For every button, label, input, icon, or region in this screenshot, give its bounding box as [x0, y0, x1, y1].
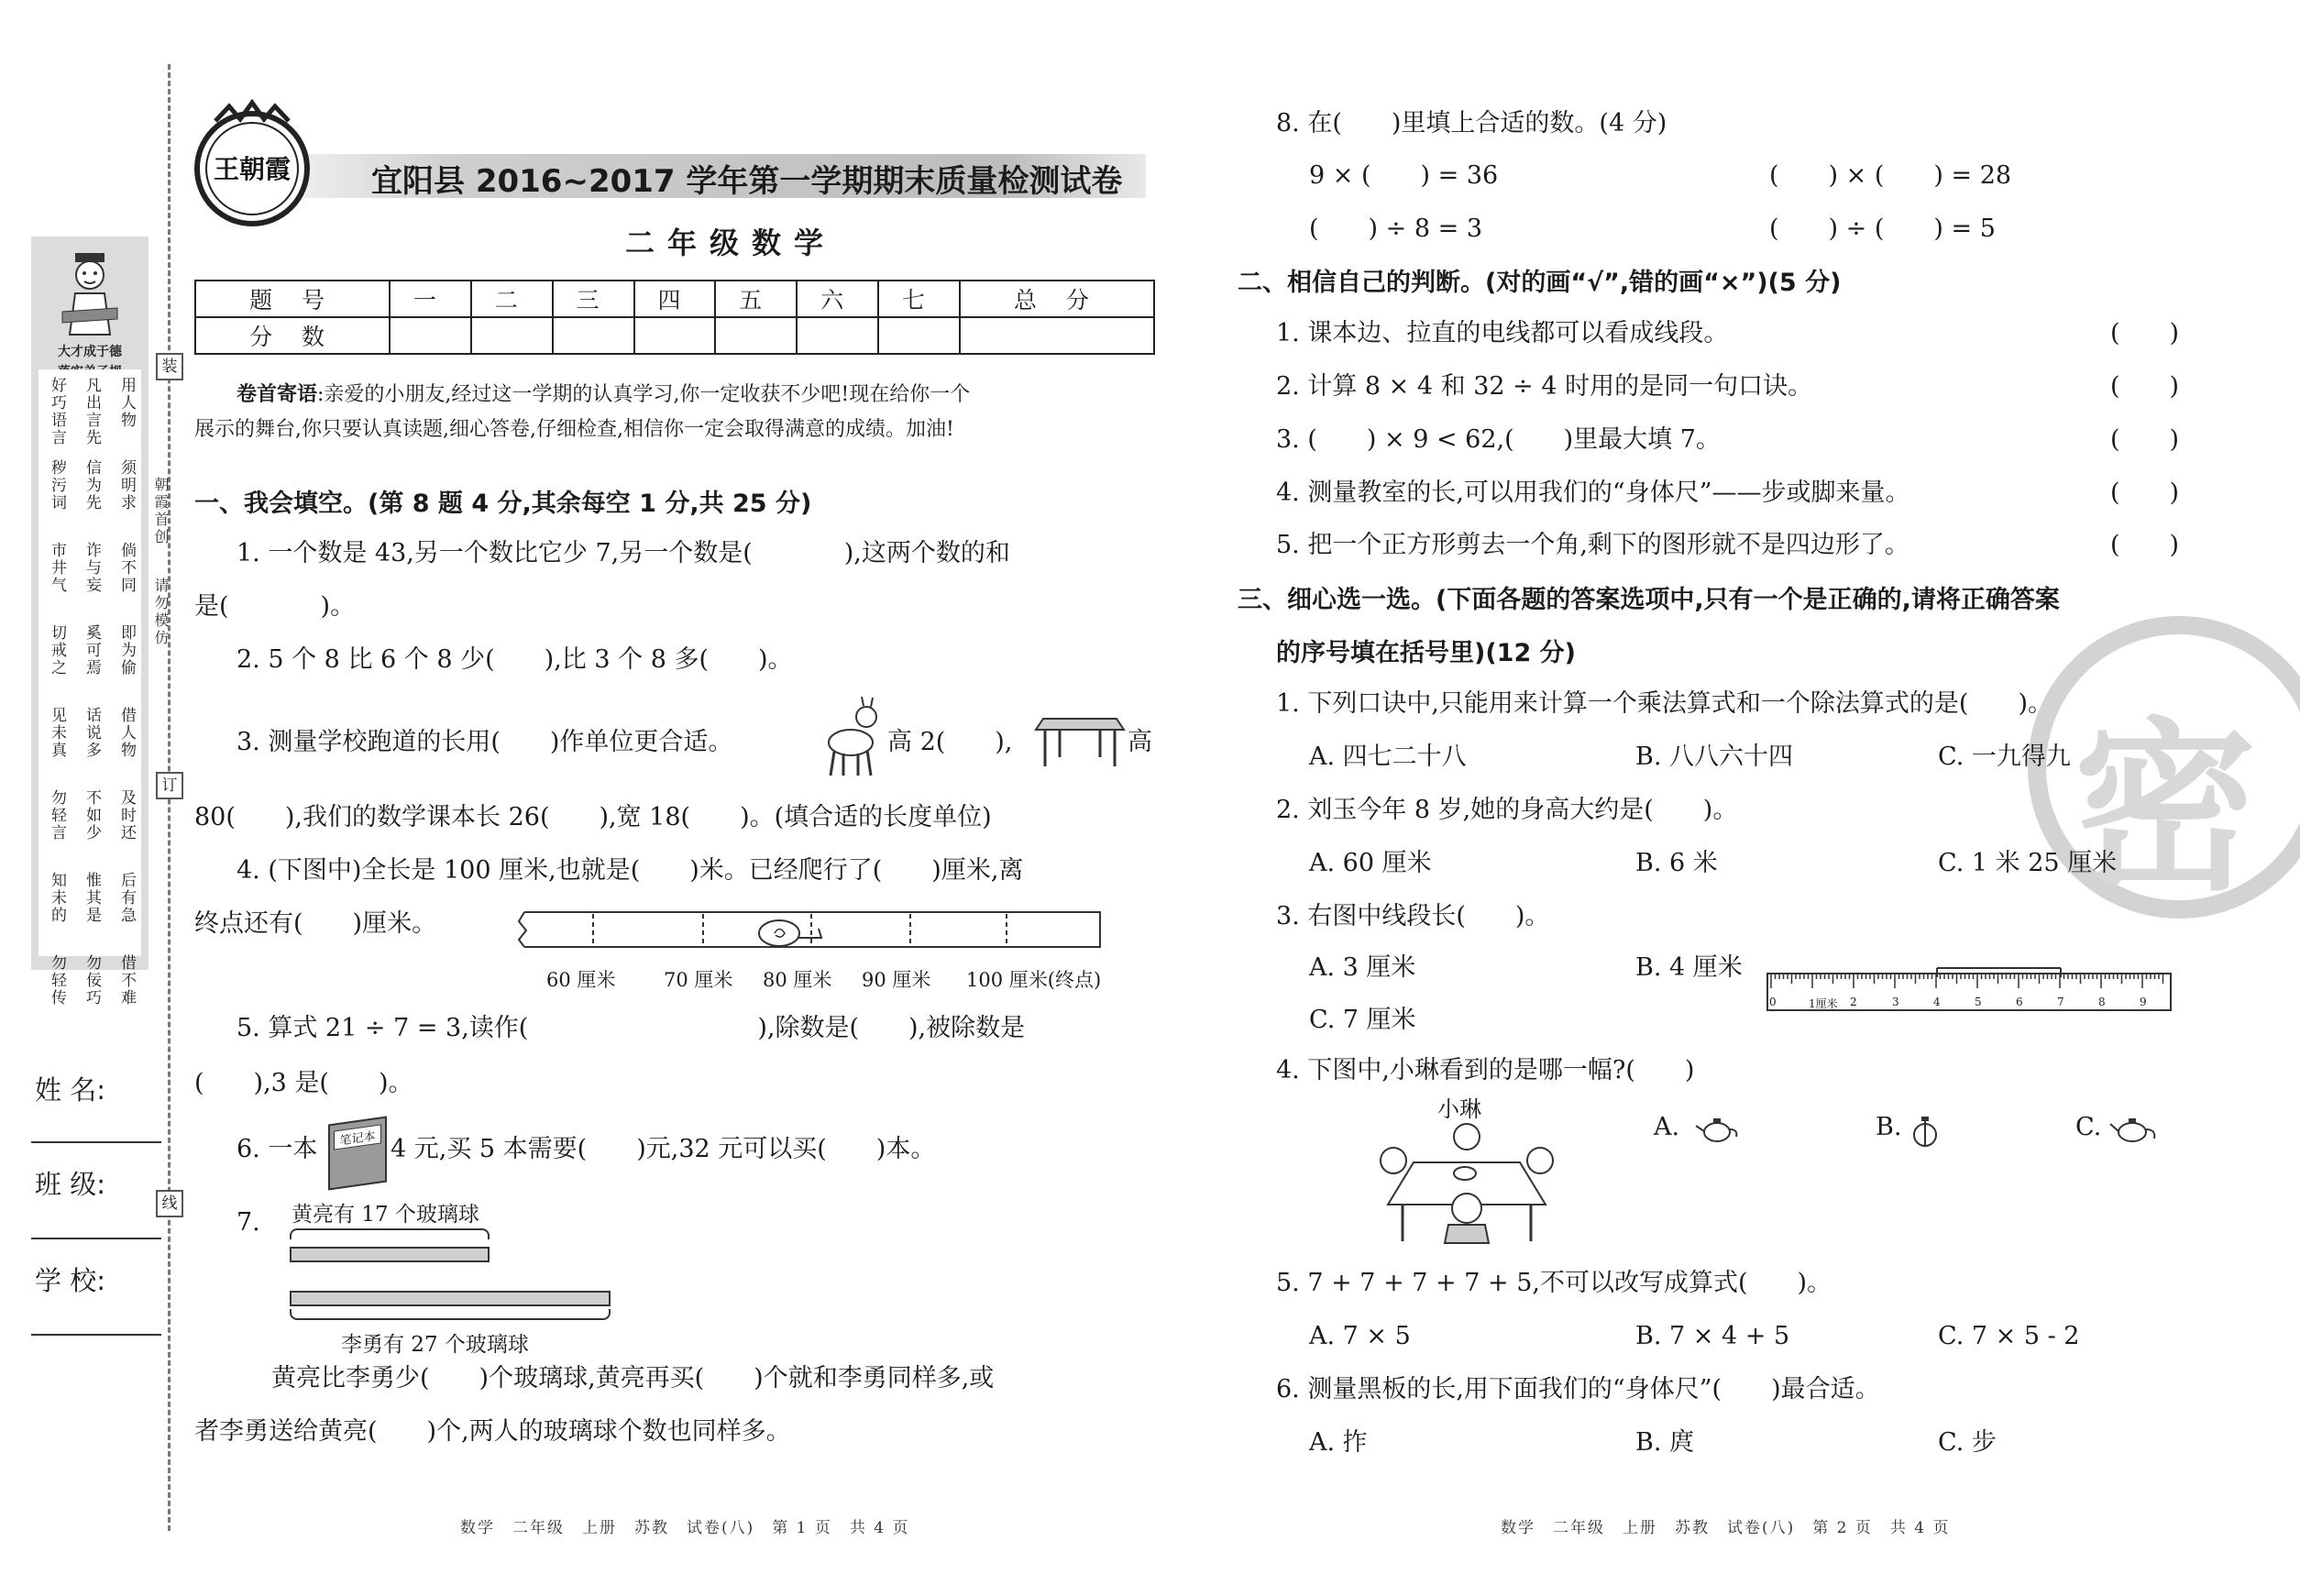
notebook-icon: [328, 1117, 387, 1191]
q3-line-1-c: 高: [1128, 728, 1152, 756]
judge-item-1: 1. 课本边、拉直的电线都可以看成线段。: [1276, 319, 1729, 347]
intro-lead: 卷首寄语: [237, 383, 318, 406]
vertical-note-2: 请勿模仿: [152, 578, 170, 647]
teapot-c-icon: [2108, 1109, 2158, 1146]
choice-q2-opt-a[interactable]: A. 60 厘米: [1309, 849, 1432, 877]
ruler-label: 80 厘米: [763, 969, 832, 991]
q7-line-2: 者李勇送给黄亮( )个,两人的玻璃球个数也同样多。: [194, 1417, 791, 1446]
donkey-icon: [816, 697, 885, 779]
q8-eq-2: ( ) × ( ) = 28: [1769, 161, 2012, 190]
score-input-cell[interactable]: [960, 317, 1154, 354]
scholar-illustration: [57, 248, 123, 339]
score-cell: 一: [390, 281, 471, 317]
class-field[interactable]: [31, 1238, 161, 1239]
binding-mark-xian: 线: [156, 1190, 183, 1217]
intro-line-2: 展示的舞台,你只要认真读题,细心答卷,仔细检查,相信你一定会取得满意的成绩。加油!: [194, 418, 954, 441]
choice-q2-opt-b[interactable]: B. 6 米: [1635, 849, 1718, 877]
q8-eq-1: 9 × ( ) = 36: [1309, 161, 1499, 190]
verse-col-2: 凡出言先 信为先 诈与妄 奚可焉 话说多 不如少 惟其是 勿佞巧: [83, 377, 101, 1007]
choice-q6-opt-a[interactable]: A. 拃: [1309, 1428, 1368, 1457]
score-cell: 三: [553, 281, 634, 317]
judge-item-2: 2. 计算 8 × 4 和 32 ÷ 4 时用的是同一句口诀。: [1276, 372, 1813, 401]
exam-subtitle: 二年级数学: [625, 226, 837, 260]
score-table-header-row: [195, 281, 1154, 317]
q4-line-2: 终点还有( )厘米。: [194, 909, 437, 938]
score-table-score-row: [195, 317, 1154, 354]
choice-q5-opt-a[interactable]: A. 7 × 5: [1309, 1322, 1411, 1350]
score-cell: 总 分: [960, 281, 1154, 317]
choice-q4-opt-a[interactable]: A.: [1654, 1113, 1680, 1141]
judge-item-5: 5. 把一个正方形剪去一个角,剩下的图形就不是四边形了。: [1276, 531, 1909, 559]
choice-q3-opt-b[interactable]: B. 4 厘米: [1635, 953, 1743, 982]
q8-eq-4: ( ) ÷ ( ) = 5: [1769, 215, 1996, 243]
teapot-a-icon: [1694, 1109, 1740, 1146]
choice-q3-opt-c[interactable]: C. 7 厘米: [1309, 1006, 1416, 1034]
q3-line-1-b: 高 2( ),: [887, 728, 1013, 756]
choice-q4: 4. 下图中,小琳看到的是哪一幅?( ): [1276, 1056, 1695, 1084]
ruler-tick-label: 3: [1892, 996, 1899, 1008]
q5-line-1: 5. 算式 21 ÷ 7 = 3,读作( ),除数是( ),被除数是: [237, 1014, 1026, 1042]
footer-left: 数学 二年级 上册 苏教 试卷(八) 第 1 页 共 4 页: [460, 1519, 910, 1537]
judge-item-3: 3. ( ) × 9 < 62,( )里最大填 7。: [1276, 425, 1721, 454]
choice-q3: 3. 右图中线段长( )。: [1276, 902, 1550, 930]
score-cell: 二: [471, 281, 553, 317]
q8-heading: 8. 在( )里填上合适的数。(4 分): [1276, 109, 1667, 138]
score-input-cell[interactable]: [471, 317, 553, 354]
choice-q5-opt-b[interactable]: B. 7 × 4 + 5: [1635, 1322, 1790, 1350]
q7-line-1: 黄亮比李勇少( )个玻璃球,黄亮再买( )个就和李勇同样多,或: [271, 1364, 995, 1392]
score-input-cell[interactable]: [553, 317, 634, 354]
binding-mark-ding: 订: [156, 772, 183, 799]
score-cell: 五: [715, 281, 797, 317]
choice-q2: 2. 刘玉今年 8 岁,她的身高大约是( )。: [1276, 796, 1738, 824]
school-field[interactable]: [31, 1334, 161, 1336]
q8-eq-3: ( ) ÷ 8 = 3: [1309, 215, 1482, 243]
choice-q1-opt-c[interactable]: C. 一九得九: [1938, 743, 2071, 771]
score-cell: 分 数: [195, 317, 390, 354]
q7-brace-bottom: [290, 1309, 611, 1320]
judge-answer-2[interactable]: ( ): [2110, 372, 2180, 401]
ruler-tick-label: 0: [1769, 996, 1777, 1008]
teapot-b-icon: [1907, 1109, 1943, 1150]
score-table: [194, 280, 1155, 355]
q7-label-top: 黄亮有 17 个玻璃球: [292, 1203, 479, 1227]
ruler-label: 90 厘米: [862, 969, 931, 991]
motto-verses-box: [39, 369, 141, 1007]
name-label: 姓 名:: [35, 1074, 105, 1106]
choice-q4-opt-b[interactable]: B.: [1876, 1113, 1902, 1141]
q6-rest: 4 元,买 5 本需要( )元,32 元可以买( )本。: [391, 1135, 936, 1163]
choice-q6-opt-c[interactable]: C. 步: [1938, 1428, 1997, 1457]
q4-line-1: 4. (下图中)全长是 100 厘米,也就是( )米。已经爬行了( )厘米,离: [237, 856, 1024, 885]
choice-q1: 1. 下列口诀中,只能用来计算一个乘法算式和一个除法算式的是( )。: [1276, 689, 2052, 718]
sidebar-panel: [31, 237, 149, 1007]
children-table-illustration: [1366, 1117, 1568, 1245]
score-input-cell[interactable]: [797, 317, 878, 354]
binding-mark-zhuang: 装: [156, 353, 183, 380]
q3-line-2: 80( ),我们的数学课本长 26( ),宽 18( )。(填合适的长度单位): [194, 803, 992, 831]
q3-line-1: 3. 测量学校跑道的长用( )作单位更合适。: [237, 728, 733, 756]
name-field[interactable]: [31, 1141, 161, 1143]
confidential-seal-glyph: 密: [2074, 702, 2258, 916]
desk-icon: [1034, 711, 1126, 768]
ruler-tick-label: 9: [2140, 996, 2147, 1008]
q1-line-2: 是( )。: [194, 592, 356, 621]
footer-right: 数学 二年级 上册 苏教 试卷(八) 第 2 页 共 4 页: [1501, 1519, 1951, 1537]
q7-brace-top: [290, 1228, 490, 1239]
q7-number: 7.: [237, 1208, 260, 1237]
ruler-label: 70 厘米: [664, 969, 733, 991]
choice-q3-opt-a[interactable]: A. 3 厘米: [1309, 953, 1416, 982]
choice-q4-opt-c[interactable]: C.: [2075, 1113, 2102, 1141]
ruler-tick-label: 4: [1933, 996, 1941, 1008]
intro-paragraph: [237, 378, 970, 413]
score-cell: 题 号: [195, 281, 390, 317]
q6-lead: 6. 一本: [237, 1135, 318, 1163]
section-3-heading-1: 三、细心选一选。(下面各题的答案选项中,只有一个是正确的,请将正确答案: [1238, 586, 2060, 614]
choice-q6-opt-b[interactable]: B. 庹: [1635, 1428, 1695, 1457]
intro-line-1: :亲爱的小朋友,经过这一学期的认真学习,你一定收获不少吧!现在给你一个: [317, 383, 971, 406]
q7-bar-liyong: [290, 1291, 611, 1306]
choice-q1-opt-b[interactable]: B. 八八六十四: [1635, 743, 1794, 771]
motto-line-1: 大才成于德: [58, 345, 122, 359]
choice-q5-opt-c[interactable]: C. 7 × 5 - 2: [1938, 1322, 2080, 1350]
verse-col-1: 用人物 须明求 倘不同 即为偷 借人物 及时还 后有急 借不难: [117, 377, 136, 1007]
section-2-heading: 二、相信自己的判断。(对的画“√”,错的画“×”)(5 分): [1238, 269, 1842, 297]
choice-q2-opt-c[interactable]: C. 1 米 25 厘米: [1938, 849, 2118, 877]
class-label: 班 级:: [35, 1169, 105, 1200]
vertical-note-1: 朝霞首创: [152, 477, 170, 546]
ruler-tick-label: 2: [1850, 996, 1857, 1008]
score-input-cell[interactable]: [390, 317, 471, 354]
choice-q4-person: 小琳: [1437, 1096, 1481, 1122]
ruler-tick-label: 7: [2057, 996, 2064, 1008]
q7-bar-huangliang: [290, 1247, 490, 1262]
ruler-label: 100 厘米(终点): [966, 969, 1102, 991]
judge-answer-5[interactable]: ( ): [2110, 531, 2180, 559]
section-3-heading-2: 的序号填在括号里)(12 分): [1276, 639, 1576, 667]
q5-line-2: ( ),3 是( )。: [194, 1069, 413, 1097]
ruler-tick-label: 1厘米: [1809, 997, 1838, 1010]
score-input-cell[interactable]: [634, 317, 716, 354]
score-input-cell[interactable]: [715, 317, 797, 354]
ruler-tick-label: 8: [2098, 996, 2106, 1008]
q2: 2. 5 个 8 比 6 个 8 少( ),比 3 个 8 多( )。: [237, 645, 793, 674]
judge-item-4: 4. 测量教室的长,可以用我们的“身体尺”——步或脚来量。: [1276, 479, 1910, 507]
score-cell: 四: [634, 281, 716, 317]
judge-answer-3[interactable]: ( ): [2110, 425, 2180, 454]
score-input-cell[interactable]: [878, 317, 960, 354]
choice-q6: 6. 测量黑板的长,用下面我们的“身体尺”( )最合适。: [1276, 1375, 1880, 1403]
score-cell: 七: [878, 281, 960, 317]
score-cell: 六: [797, 281, 878, 317]
choice-q1-opt-a[interactable]: A. 四七二十八: [1309, 743, 1467, 771]
section-1-heading: 一、我会填空。(第 8 题 4 分,其余每空 1 分,共 25 分): [194, 490, 812, 518]
ruler-tick-label: 6: [2016, 996, 2023, 1008]
snail-icon: [759, 920, 799, 946]
judge-answer-4[interactable]: ( ): [2110, 479, 2180, 507]
judge-answer-1[interactable]: ( ): [2110, 319, 2180, 347]
school-label: 学 校:: [35, 1265, 105, 1296]
verse-col-3: 好巧语言 秽污词 市井气 切戒之 见未真 勿轻言 知未的 勿轻传: [48, 377, 66, 1007]
exam-title: 宜阳县 2016~2017 学年第一学期期末质量检测试卷: [371, 163, 1123, 200]
q1-line-1: 1. 一个数是 43,另一个数比它少 7,另一个数是( ),这两个数的和: [237, 539, 1010, 567]
q7-label-bottom: 李勇有 27 个玻璃球: [341, 1333, 529, 1357]
notebook-label: 笔记本: [334, 1124, 381, 1150]
publisher-logo: [183, 95, 321, 233]
logo-wordmark: 王朝霞: [213, 154, 292, 184]
ruler-label: 60 厘米: [546, 969, 616, 991]
choice-q5: 5. 7 + 7 + 7 + 7 + 5,不可以改写成算式( )。: [1276, 1269, 1832, 1297]
ruler-tick-label: 5: [1975, 996, 1982, 1008]
